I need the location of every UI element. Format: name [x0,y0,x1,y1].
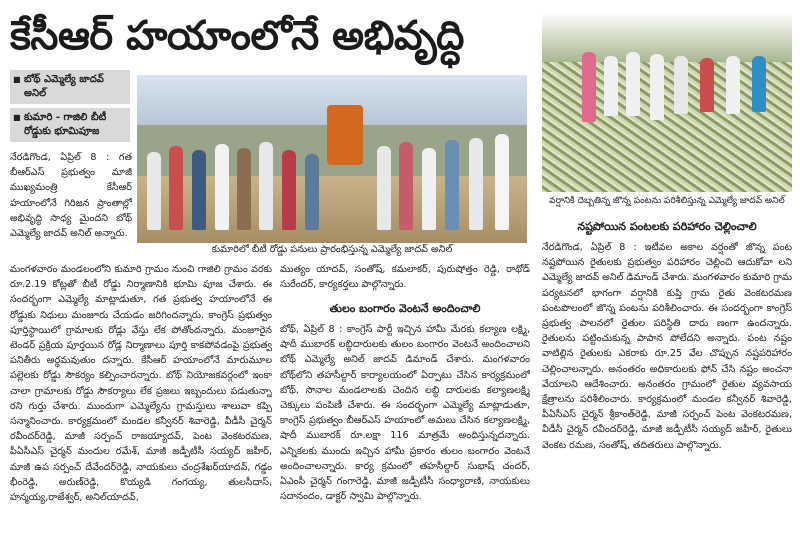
crop-damage-photo [542,12,792,192]
story1-continuation: ముత్యం యాదవ్, సంతోష్, కమలాకర్, పురుషోత్తం రెడ్డి, రాథోడ్ సురేందర్, కార్యకర్తలు పాల్గొన్నారు. [280,264,530,291]
story2-body: బోథ్, ఏప్రిల్ 8 : కాంగ్రెస్ పార్టీ ఇచ్చిన హామీ మేరకు కల్యాణ లక్ష్మి, షాదీ ముబారక్ లబ్ధిదారులకు తులం బంగారం వెంటనే అందించాలని బోథ్ ఎమ్మెల్యే అనిల్ జాదవ్ డిమాండ్ చేశారు. మంగళవారం బోథ్‌లోని తహసీల్దార్ కార్యాలయంలో ఏర్పాటు చేసిన కార్యక్రమంలో బోథ్, సొనాల మండలాలకు చెందిన లబ్ధి దారులకు కల్యాణలక్ష్మి చెక్కులు పంపిణీ చేశారు. ఈ సందర్భంగా ఎమ్మెల్యే మాట్లాడుతూ, కాంగ్రెస్ ప్రభుత్వం బీఆర్ఎస్ హయాంలో అమలు చేసిన కల్యాణలక్ష్మి, షాదీ ముబారక్ రూ.లక్షా 116 మాత్రమే అందిస్తున్నదన్నారు. ఎన్నికలకు ముందు ఇచ్చిన హామీ ప్రకారం తులం బంగారం వెంటనే అందించాలన్నారు. కార్య క్రమంలో తహసీల్దార్ సుభాష్ చందర్, ఏఎంసీ చైర్మన్ గంగారెడ్డి, మాజీ జడ్పీటీసీ సంధ్యారాణి, నాయకులు సదానందం, డాక్టర్ స్వామి పాల్గొన్నారు. [280,324,530,503]
story1-body: మంగళవారం మండలంలోని కుమారి గ్రామం నుంచి గాజిలి గ్రామం వరకు రూ.2.19 కోట్లతో బీటీ రోడ్డు నిర్మాణానికి భూమి పూజ చేశారు. ఈ సందర్భంగా ఎమ్మెల్యే మాట్లాడుతూ, గత ప్రభుత్వ హయాంలోనే ఈ రోడ్డుకు నిధులు మంజూరు చేయడం జరిగిందన్నారు. కాంగ్రెస్ ప్రభుత్వం పూర్తిస్థాయిలో గ్రామాలకు రోడ్లు వేస్తు లేక పోతోందన్నారు. మంజూరైన టెండర్ ప్రక్రియ పూర్తయిన రోడ్ల నిర్మాణాలు పూర్తి కాకపోవడంపై ప్రభుత్వ పనితీరు అర్థమవుతుం దన్నారు. కేసీఆర్ హయాంలోనే మారుమూల పల్లెలకు రోడ్డు సౌకర్యం కల్పించారన్నారు. బోథ్ నియోజకవర్గంలో ఇంకా చాలా గ్రామాలకు రోడ్డు సౌకర్యాలు లేక ప్రజలు ఇబ్బందులు పడుతున్నా రని గుర్తు చేశారు. ముందుగా ఎమ్మెల్యేను గ్రామస్తులు శాలువా కప్పి సన్మానించారు. కార్యక్రమంలో మండల కన్వీనర్ శివారెడ్డి, వీడీసీ చైర్మన్ రవీందర్‌రెడ్డి, మాజీ సర్పంచ్ రాజయ్యాదవ్, పెంట వెంకటరమణ, పీఏసీఎస్ చైర్మన్ మందుల రమేశ్, మాజీ జడ్పీటీసీ సయ్యద్ జహీర్, మాజీ ఉప సర్పంచ్ దేవేందర్‌రెడ్డి, నాయకులు చంద్రశేఖర్‌యాదవ్, గడ్డం భీంరెడ్డి, అరుణ్‌రెడ్డి, కొయ్యడి గంగయ్య, తులసీదాస్, హన్మయ్య,రాజేశ్వర్, అనిల్‌యాదవ్, [10,264,272,504]
crop-damage-photo-caption: వర్షానికి దెబ్బతిన్న జొన్న పంటను పరిశీలిస్తున్న ఎమ్మెల్యే జాదవ్ అనిల్ [549,196,785,206]
story3-body: నేరడిగొండ, ఏప్రిల్ 8 : ఇటీవల అకాల వర్షంతో జొన్న పంట నష్టపోయిన రైతులకు ప్రభుత్వం పరిహారం చెల్లించి ఆదుకోవా లని ఎమ్మెల్యే జాదవ్ అనిల్ డిమాండ్ చేశారు. మంగళవారం కుమారి గ్రామ పర్యటనలో భాగంగా వర్షానికి కుప్తి గ్రామ రైతు వెంకటరమణ పంటపొలంలో జొన్న పంటను పరిశీలించారు. ఈ సందర్భంగా కాంగ్రెస్ ప్రభుత్వ పాలనలో రైతుల పరిస్థితి దారు ణంగా ఉందన్నారు. రైతులను పట్టించుకున్న పాపాన పోలేదని అన్నారు. పంట నష్టం వాటిల్లిన రైతులకు ఎకరాకు రూ.25 వేల చొప్పున నష్టపరిహారం చెల్లించాలన్నారు. అనంతరం అధికారులకు ఫోన్ చేసి నష్టం అంచనా వేయాలని ఆదేశించారు. అనంతరం గ్రామంలో రైతుల వ్యవసాయ క్షేత్రాలను పరిశీలించారు. కార్యక్రమంలో మండల కన్వీనర్ శివారెడ్డి, పీఏసీఎస్ చైర్మన్ శ్రీకాంత్‌రెడ్డి, మాజీ సర్పంచ్ పెంట వెంకటరమణ, వీడీసీ చైర్మన్ రవీందర్‌రెడ్డి, మాజీ జడ్పీటీసీ సయ్యద్ జహీర్, రైతులు వెంకట రమణ, సంతోష్, తదితరులు పాల్గొన్నారు. [542,242,792,451]
road-work-photo [137,75,527,243]
story3-title: నష్టపోయిన పంటలకు పరిహారం చెల్లించాలి [577,220,757,233]
road-work-photo-caption: కుమారిలో బీటీ రోడ్డు పనులు ప్రారంభిస్తున్న ఎమ్మెల్యే జాదవ్ అనిల్ [211,244,453,255]
headline: కేసీఆర్ హయాంలోనే అభివృద్ధి [10,13,464,59]
bullet-list [10,70,130,146]
story1-lead: నేరడిగొండ, ఏప్రిల్ 8 : గత బీఆర్ఎస్ ప్రభుత్వం మాజీ ముఖ్యమంత్రి కేసీఆర్ హయాంలోనే గిరిజన ప్రాంతాల్లో అభివృద్ధి సాధ్య మైందని బోథ్ ఎమ్మెల్యే జాదవ్ అనిల్ అన్నారు. [10,152,132,240]
bullet-item: ■ బోథ్ ఎమ్మెల్యే జాదవ్ అనిల్ [10,70,130,104]
bullet-item: ■ కుమారి - గాజిలి బీటీ రోడ్డుకు భూమిపూజ [10,108,130,142]
story2-title: తులం బంగారం వెంటనే అందించాలి [329,302,481,315]
excavator-shape [327,105,363,165]
